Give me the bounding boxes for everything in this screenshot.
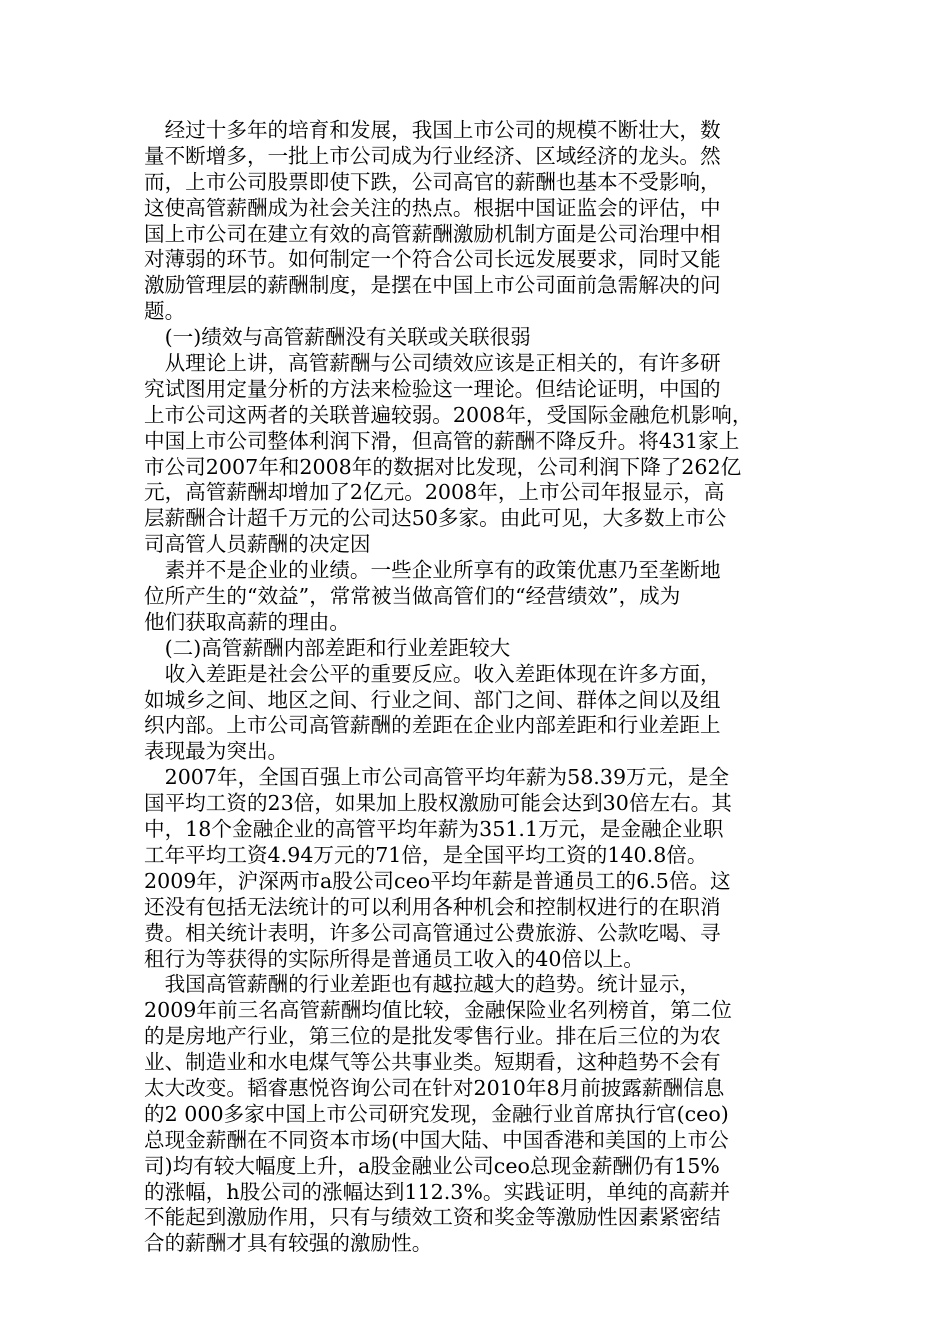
text-line: 司高管人员薪酬的决定因 xyxy=(144,532,371,557)
section-heading: (一)绩效与高管薪酬没有关联或关联很弱 xyxy=(144,325,531,350)
text-line: 他们获取高薪的理由。 xyxy=(144,609,350,634)
text-line: 的涨幅，h股公司的涨幅达到112.3%。实践证明，单纯的高薪并 xyxy=(144,1179,731,1204)
text-line: 收入差距是社会公平的重要反应。收入差距体现在许多方面， xyxy=(144,661,721,686)
text-line: 表现最为突出。 xyxy=(144,739,289,764)
text-line: 上市公司这两者的关联普遍较弱。2008年，受国际金融危机影响， xyxy=(144,402,753,427)
text-line: 合的薪酬才具有较强的激励性。 xyxy=(144,1231,433,1256)
text-line: 中国上市公司整体利润下滑，但高管的薪酬不降反升。将431家上 xyxy=(144,428,740,453)
text-line: 层薪酬合计超千万元的公司达50多家。由此可见，大多数上市公 xyxy=(144,506,727,531)
section-heading: (二)高管薪酬内部差距和行业差距较大 xyxy=(144,635,511,660)
text-line: 工年平均工资4.94万元的71倍，是全国平均工资的140.8倍。 xyxy=(144,842,708,867)
text-line: 量不断增多，一批上市公司成为行业经济、区域经济的龙头。然 xyxy=(144,143,721,168)
text-line: 司)均有较大幅度上升，a股金融业公司ceo总现金薪酬仍有15% xyxy=(144,1153,720,1178)
text-line: 究试图用定量分析的方法来检验这一理论。但结论证明，中国的 xyxy=(144,376,721,401)
text-line: 总现金薪酬在不同资本市场(中国大陆、中国香港和美国的上市公 xyxy=(144,1127,729,1152)
text-line: 激励管理层的薪酬制度，是摆在中国上市公司面前急需解决的问 xyxy=(144,273,721,298)
text-line: 织内部。上市公司高管薪酬的差距在企业内部差距和行业差距上 xyxy=(144,713,721,738)
text-line: 2009年前三名高管薪酬均值比较，金融保险业名列榜首，第二位 xyxy=(144,998,732,1023)
text-line: 2007年，全国百强上市公司高管平均年薪为58.39万元，是全 xyxy=(144,765,730,790)
text-line: 素并不是企业的业绩。一些企业所享有的政策优惠乃至垄断地 xyxy=(144,558,721,583)
text-line: 经过十多年的培育和发展，我国上市公司的规模不断壮大，数 xyxy=(144,118,721,142)
text-line: 如城乡之间、地区之间、行业之间、部门之间、群体之间以及组 xyxy=(144,687,721,712)
text-line: 还没有包括无法统计的可以利用各种机会和控制权进行的在职消 xyxy=(144,894,721,919)
text-line: 题。 xyxy=(144,299,186,324)
document-body xyxy=(144,118,794,1257)
text-line: 我国高管薪酬的行业差距也有越拉越大的趋势。统计显示， xyxy=(144,972,701,997)
text-line: 太大改变。韬睿惠悦咨询公司在针对2010年8月前披露薪酬信息 xyxy=(144,1075,725,1100)
text-line: 业、制造业和水电煤气等公共事业类。短期看，这种趋势不会有 xyxy=(144,1050,721,1075)
text-line: 不能起到激励作用，只有与绩效工资和奖金等激励性因素紧密结 xyxy=(144,1205,721,1230)
text-line: 的是房地产行业，第三位的是批发零售行业。排在后三位的为农 xyxy=(144,1024,721,1049)
text-line: 市公司2007年和2008年的数据对比发现，公司利润下降了262亿 xyxy=(144,454,742,479)
text-line: 这使高管薪酬成为社会关注的热点。根据中国证监会的评估，中 xyxy=(144,195,721,220)
text-line: 而，上市公司股票即使下跌，公司高官的薪酬也基本不受影响， xyxy=(144,169,721,194)
text-line: 费。相关统计表明，许多公司高管通过公费旅游、公款吃喝、寻 xyxy=(144,920,721,945)
text-line: 元，高管薪酬却增加了2亿元。2008年，上市公司年报显示，高 xyxy=(144,480,725,505)
text-line: 2009年，沪深两市a股公司ceo平均年薪是普通员工的6.5倍。这 xyxy=(144,868,731,893)
text-line: 的2 000多家中国上市公司研究发现，金融行业首席执行官(ceo) xyxy=(144,1101,729,1126)
text-line: 中，18个金融企业的高管平均年薪为351.1万元，是金融企业职 xyxy=(144,817,724,842)
text-line: 国上市公司在建立有效的高管薪酬激励机制方面是公司治理中相 xyxy=(144,221,721,246)
text-line: 位所产生的“效益”，常常被当做高管们的“经营绩效”，成为 xyxy=(144,584,681,609)
text-line: 租行为等获得的实际所得是普通员工收入的40倍以上。 xyxy=(144,946,644,971)
text-line: 国平均工资的23倍，如果加上股权激励可能会达到30倍左右。其 xyxy=(144,791,732,816)
text-line: 从理论上讲，高管薪酬与公司绩效应该是正相关的，有许多研 xyxy=(144,351,721,376)
text-line: 对薄弱的环节。如何制定一个符合公司长远发展要求，同时又能 xyxy=(144,247,721,272)
